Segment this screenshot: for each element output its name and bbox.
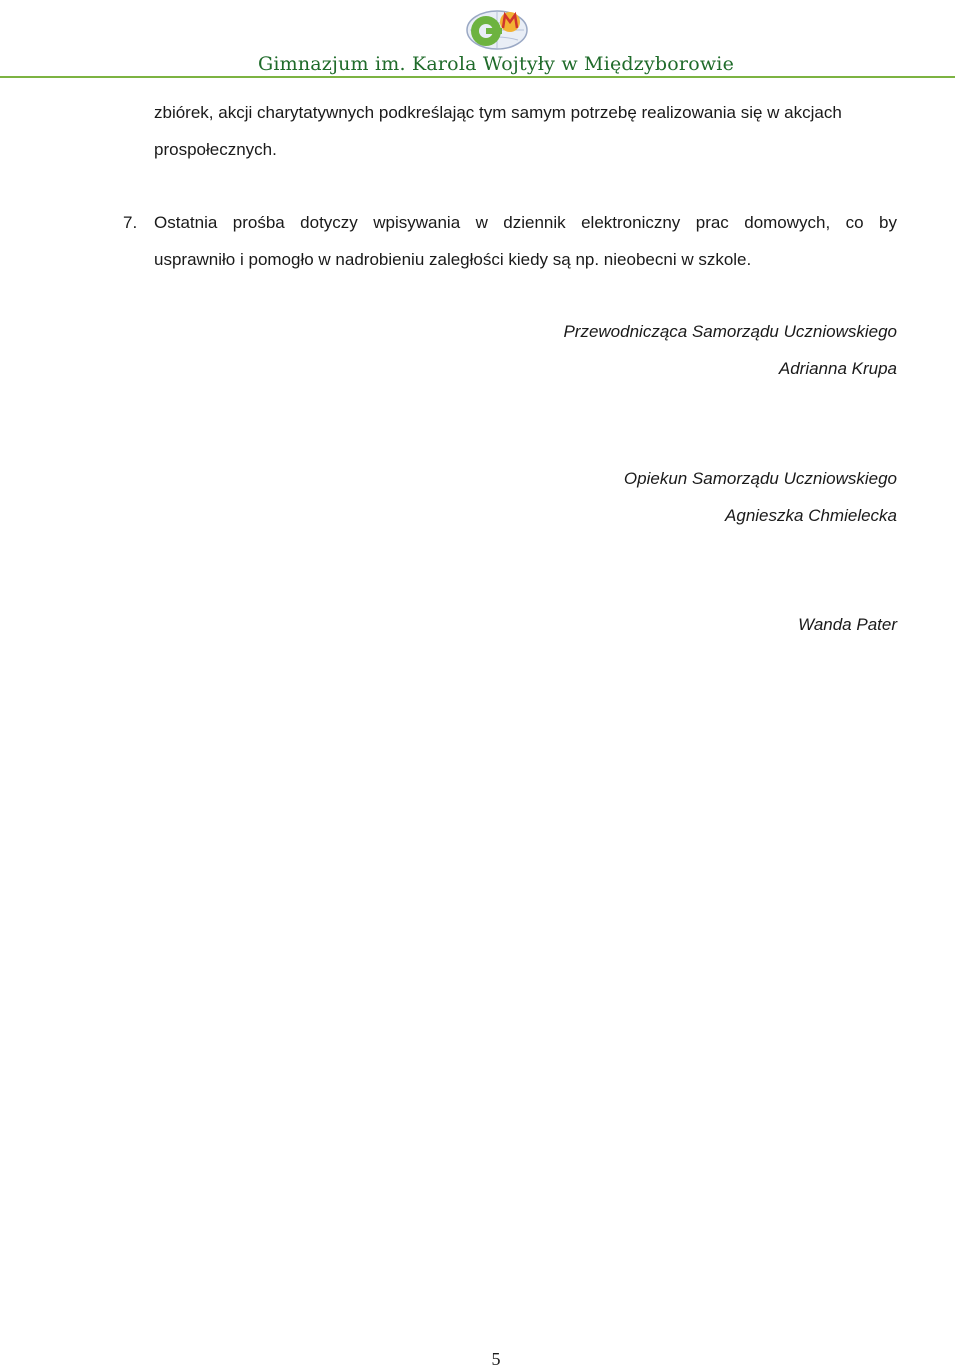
paragraph-line: Ostatnia prośba dotyczy wpisywania w dziennik elektroniczny prac domowych, co by [154, 213, 897, 232]
header-title: Gimnazjum im. Karola Wojtyły w Międzyborowie [257, 53, 735, 75]
signature-role: Przewodnicząca Samorządu Uczniowskiego [563, 322, 897, 341]
signature-role: Opiekun Samorządu Uczniowskiego [623, 469, 897, 488]
signature-name: Adrianna Krupa [778, 359, 897, 378]
header-divider [0, 76, 955, 78]
paragraph-line: zbiórek, akcji charytatywnych podkreślając tym samym potrzebę realizowania się w akcjach [154, 103, 842, 122]
page-number: 5 [491, 1349, 501, 1369]
list-item-number: 7. [123, 213, 138, 232]
signature-block-president [563, 313, 897, 387]
signature-block-third [798, 606, 897, 643]
paragraph-continuation [154, 94, 897, 168]
signature-name: Wanda Pater [798, 615, 897, 634]
school-logo-graphic [464, 8, 530, 52]
paragraph-line: usprawniło i pomogło w nadrobieniu zaległości kiedy są np. nieobecni w szkole. [154, 250, 752, 269]
signature-block-guardian [624, 460, 897, 534]
list-item-text [154, 204, 897, 278]
signature-name: Agnieszka Chmielecka [725, 506, 897, 525]
paragraph-line: prospołecznych. [154, 140, 277, 159]
school-logo [464, 8, 530, 52]
